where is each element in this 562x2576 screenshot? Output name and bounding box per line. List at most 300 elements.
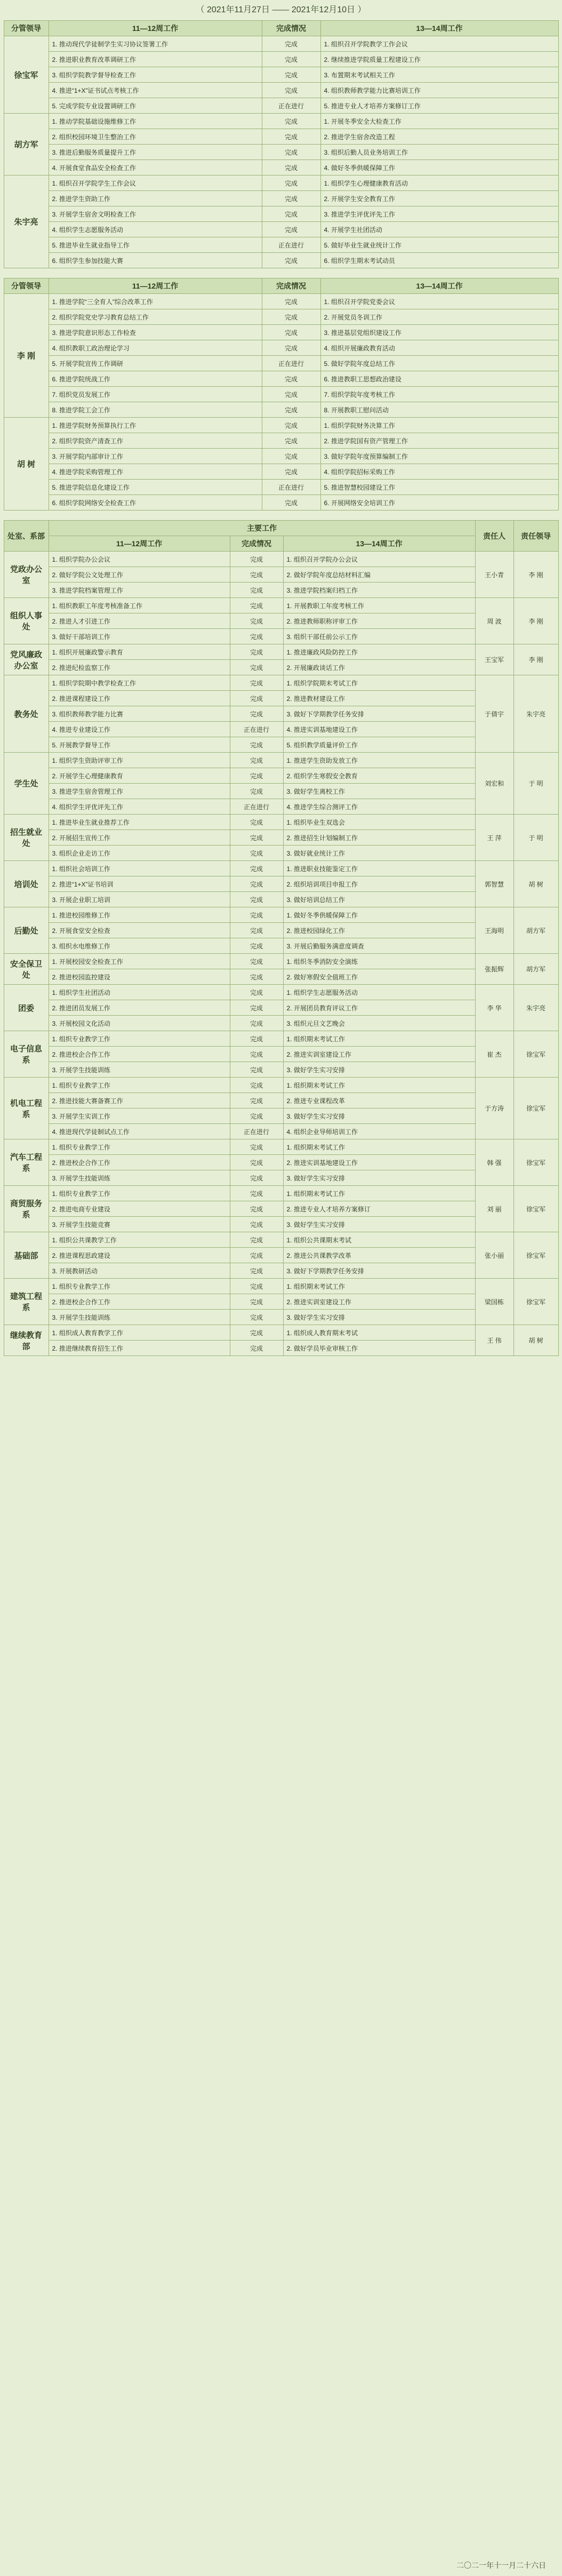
current-work-item: 1. 开展校园安全检查工作 (49, 954, 230, 969)
current-work-item: 5. 开展教学督导工作 (49, 737, 230, 753)
status-cell: 正在进行 (262, 356, 320, 371)
header-department: 处室、系部 (4, 521, 49, 552)
next-work-item: 2. 推进专业人才培养方案修订 (283, 1201, 475, 1217)
status-cell: 完成 (230, 1000, 283, 1016)
header-leader: 分管领导 (4, 21, 49, 36)
status-cell: 完成 (262, 129, 320, 145)
current-work-item: 4. 推进“1+X”证书试点考核工作 (49, 83, 262, 98)
table-row (4, 371, 558, 387)
leader-table-header (4, 21, 558, 36)
table-row (4, 815, 558, 830)
status-cell: 完成 (230, 613, 283, 629)
responsible-person: 于方涛 (475, 1078, 513, 1139)
table-row (4, 1139, 558, 1155)
next-work-item: 7. 组织学院年度考核工作 (320, 387, 558, 402)
status-cell: 完成 (230, 552, 283, 567)
table-row (4, 253, 558, 268)
header-current-work: 11—12周工作 (49, 278, 262, 294)
status-cell: 完成 (230, 583, 283, 598)
table-row (4, 402, 558, 418)
department-name: 基础部 (4, 1232, 49, 1279)
table-row (4, 954, 558, 969)
status-cell: 完成 (230, 1341, 283, 1356)
current-work-item: 1. 组织开展廉政警示教育 (49, 644, 230, 660)
next-work-item: 1. 开展教职工年度考核工作 (283, 598, 475, 613)
current-work-item: 2. 开展招生宣传工作 (49, 830, 230, 846)
current-work-item: 3. 开展企业职工培训 (49, 892, 230, 907)
responsible-person: 王小青 (475, 552, 513, 598)
current-work-item: 2. 开展食堂安全检查 (49, 923, 230, 938)
table-row (4, 907, 558, 923)
table-row (4, 1031, 558, 1047)
status-cell: 完成 (230, 876, 283, 892)
current-work-item: 1. 组织专业教学工作 (49, 1078, 230, 1093)
current-work-item: 2. 推进校企合作工作 (49, 1047, 230, 1062)
table-row (4, 1325, 558, 1341)
header-current-work: 11—12周工作 (49, 536, 230, 552)
status-cell: 完成 (230, 598, 283, 613)
status-cell: 完成 (230, 815, 283, 830)
status-cell: 完成 (230, 830, 283, 846)
current-work-item: 7. 组织党员发展工作 (49, 387, 262, 402)
status-cell: 完成 (262, 402, 320, 418)
status-cell: 完成 (230, 1232, 283, 1248)
current-work-item: 2. 推进人才引进工作 (49, 613, 230, 629)
current-work-item: 2. 推进职业教育改革调研工作 (49, 52, 262, 67)
status-cell: 完成 (230, 706, 283, 722)
header-status: 完成情况 (262, 278, 320, 294)
next-work-item: 2. 推进教材建设工作 (283, 691, 475, 706)
next-work-item: 1. 组织公共课期末考试 (283, 1232, 475, 1248)
department-name: 组织人事处 (4, 598, 49, 644)
status-cell: 完成 (262, 222, 320, 237)
responsible-person: 崔 杰 (475, 1031, 513, 1078)
report-footer-date: 二〇二一年十一月二十六日 (456, 2561, 546, 2570)
current-work-item: 4. 开展食堂食品安全检查工作 (49, 160, 262, 176)
status-cell: 完成 (262, 160, 320, 176)
current-work-item: 4. 组织学生评优评先工作 (49, 799, 230, 815)
current-work-item: 2. 推进校园监控建设 (49, 969, 230, 985)
responsible-person: 王海明 (475, 907, 513, 954)
current-work-item: 1. 组织专业教学工作 (49, 1186, 230, 1201)
status-cell: 完成 (262, 495, 320, 511)
department-name: 机电工程系 (4, 1078, 49, 1139)
next-work-item: 2. 推进招生计划编制工作 (283, 830, 475, 846)
table-row (4, 145, 558, 160)
next-work-item: 1. 做好冬季供暖保障工作 (283, 907, 475, 923)
table-row (4, 340, 558, 356)
status-cell: 完成 (262, 36, 320, 52)
responsible-person: 周 波 (475, 598, 513, 644)
current-work-item: 2. 推进“1+X”证书培训 (49, 876, 230, 892)
next-work-item: 1. 组织期末考试工作 (283, 1279, 475, 1294)
status-cell: 完成 (262, 145, 320, 160)
status-cell: 完成 (230, 1310, 283, 1325)
department-name: 汽车工程系 (4, 1139, 49, 1186)
next-work-item: 6. 推进教职工思想政治建设 (320, 371, 558, 387)
next-work-item: 3. 做好学生实习安排 (283, 1062, 475, 1078)
department-name: 建筑工程系 (4, 1279, 49, 1325)
responsible-person: 郭智慧 (475, 861, 513, 907)
current-work-item: 1. 推进毕业生就业推荐工作 (49, 815, 230, 830)
status-cell: 完成 (230, 1294, 283, 1310)
table-row (4, 598, 558, 613)
table-row (4, 294, 558, 309)
department-name: 党风廉政办公室 (4, 644, 49, 675)
responsible-leader: 朱宇亮 (513, 675, 558, 753)
next-work-item: 3. 做好学院年度预算编制工作 (320, 449, 558, 464)
responsible-person: 韩 强 (475, 1139, 513, 1186)
status-cell: 完成 (230, 1263, 283, 1279)
current-work-item: 5. 推进学院信息化建设工作 (49, 480, 262, 495)
next-work-item: 1. 组织毕业生双选会 (283, 815, 475, 830)
current-work-item: 6. 推进学院统战工作 (49, 371, 262, 387)
status-cell: 完成 (230, 1248, 283, 1263)
current-work-item: 1. 推进学院“三全育人”综合改革工作 (49, 294, 262, 309)
table-row (4, 495, 558, 511)
next-work-item: 1. 推进职业技能鉴定工作 (283, 861, 475, 876)
current-work-item: 2. 组织校园环境卫生整治工作 (49, 129, 262, 145)
next-work-item: 2. 推进学生宿舍改造工程 (320, 129, 558, 145)
responsible-leader: 徐宝军 (513, 1139, 558, 1186)
next-work-item: 5. 推进智慧校园建设工作 (320, 480, 558, 495)
current-work-item: 1. 推动现代学徒制学生实习协议签署工作 (49, 36, 262, 52)
current-work-item: 1. 组织公共课教学工作 (49, 1232, 230, 1248)
next-work-item: 2. 继续推进学院质量工程建设工作 (320, 52, 558, 67)
next-work-item: 4. 组织企业导师培训工作 (283, 1124, 475, 1139)
status-cell: 完成 (230, 861, 283, 876)
status-cell: 完成 (230, 1031, 283, 1047)
status-cell: 完成 (262, 191, 320, 206)
current-work-item: 1. 推进学院财务预算执行工作 (49, 418, 262, 433)
next-work-item: 1. 组织召开学院办公会议 (283, 552, 475, 567)
current-work-item: 8. 推进学院工会工作 (49, 402, 262, 418)
current-work-item: 3. 做好干部培训工作 (49, 629, 230, 644)
status-cell: 完成 (262, 418, 320, 433)
next-work-item: 6. 组织学生期末考试动员 (320, 253, 558, 268)
table-row (4, 861, 558, 876)
next-work-item: 1. 组织期末考试工作 (283, 1139, 475, 1155)
next-work-item: 1. 组织期末考试工作 (283, 1186, 475, 1201)
status-cell: 完成 (230, 1217, 283, 1232)
table-row (4, 191, 558, 206)
status-cell: 完成 (230, 969, 283, 985)
header-status: 完成情况 (262, 21, 320, 36)
status-cell: 完成 (230, 629, 283, 644)
current-work-item: 2. 推进电商专业建设 (49, 1201, 230, 1217)
current-work-item: 3. 开展学院内部审计工作 (49, 449, 262, 464)
current-work-item: 4. 推进现代学徒制试点工作 (49, 1124, 230, 1139)
leader-name: 胡方军 (4, 114, 49, 176)
status-cell: 完成 (230, 753, 283, 768)
current-work-item: 5. 推进毕业生就业指导工作 (49, 237, 262, 253)
current-work-item: 4. 组织学生志愿服务活动 (49, 222, 262, 237)
department-table-header (4, 521, 558, 536)
current-work-item: 1. 组织学生社团活动 (49, 985, 230, 1000)
table-row (4, 114, 558, 129)
next-work-item: 1. 组织召开学院教学工作会议 (320, 36, 558, 52)
current-work-item: 4. 推进学院采购管理工作 (49, 464, 262, 480)
header-leader: 分管领导 (4, 278, 49, 294)
status-cell: 完成 (262, 340, 320, 356)
current-work-item: 2. 推进团员发展工作 (49, 1000, 230, 1016)
next-work-item: 2. 推进实训室建设工作 (283, 1294, 475, 1310)
next-work-item: 3. 推进学院档案归档工作 (283, 583, 475, 598)
next-work-item: 1. 开展冬季安全大检查工作 (320, 114, 558, 129)
next-work-item: 4. 组织开展廉政教育活动 (320, 340, 558, 356)
department-name: 教务处 (4, 675, 49, 753)
status-cell: 完成 (230, 1078, 283, 1093)
leader-name: 胡 树 (4, 418, 49, 511)
table-row (4, 480, 558, 495)
responsible-person: 张小丽 (475, 1232, 513, 1279)
header-next-work: 13—14周工作 (320, 21, 558, 36)
responsible-person: 李 华 (475, 985, 513, 1031)
table-row (4, 1078, 558, 1093)
current-work-item: 3. 组织教师教学能力比赛 (49, 706, 230, 722)
responsible-person: 刘 丽 (475, 1186, 513, 1232)
current-work-item: 4. 推进专业建设工作 (49, 722, 230, 737)
responsible-leader: 李 刚 (513, 644, 558, 675)
table-row (4, 985, 558, 1000)
next-work-item: 6. 开展网络安全培训工作 (320, 495, 558, 511)
status-cell: 完成 (262, 52, 320, 67)
responsible-leader: 李 刚 (513, 598, 558, 644)
current-work-item: 3. 组织水电维修工作 (49, 938, 230, 954)
status-cell: 完成 (262, 114, 320, 129)
leader-name: 李 刚 (4, 294, 49, 418)
next-work-item: 2. 推进学院国有资产管理工作 (320, 433, 558, 449)
next-work-item: 1. 推进学生资助发放工作 (283, 753, 475, 768)
current-work-item: 3. 组织学院教学督导检查工作 (49, 67, 262, 83)
responsible-person: 刘宏和 (475, 753, 513, 815)
status-cell: 完成 (262, 253, 320, 268)
responsible-leader: 胡 树 (513, 861, 558, 907)
current-work-item: 2. 开展学生心理健康教育 (49, 768, 230, 784)
current-work-item: 6. 组织学生参加技能大赛 (49, 253, 262, 268)
next-work-item: 2. 开展廉政谈话工作 (283, 660, 475, 675)
status-cell: 正在进行 (230, 799, 283, 815)
header-current-work: 11—12周工作 (49, 21, 262, 36)
current-work-item: 3. 组织企业走访工作 (49, 846, 230, 861)
status-cell: 完成 (230, 1062, 283, 1078)
current-work-item: 2. 推进继续教育招生工作 (49, 1341, 230, 1356)
table-row (4, 552, 558, 567)
next-work-item: 3. 做好学生实习安排 (283, 1108, 475, 1124)
leader-work-table-2 (4, 278, 559, 511)
current-work-item: 1. 组织专业教学工作 (49, 1031, 230, 1047)
status-cell: 完成 (230, 768, 283, 784)
status-cell: 完成 (230, 784, 283, 799)
status-cell: 完成 (230, 1108, 283, 1124)
current-work-item: 2. 推进校企合作工作 (49, 1155, 230, 1170)
next-work-item: 1. 组织期末考试工作 (283, 1078, 475, 1093)
current-work-item: 3. 开展学生技能训练 (49, 1062, 230, 1078)
next-work-item: 1. 组织召开学院党委会议 (320, 294, 558, 309)
next-work-item: 2. 推进教师职称评审工作 (283, 613, 475, 629)
status-cell: 完成 (230, 1170, 283, 1186)
next-work-item: 3. 组织干部任前公示工作 (283, 629, 475, 644)
current-work-item: 2. 推进课程建设工作 (49, 691, 230, 706)
responsible-leader: 徐宝军 (513, 1186, 558, 1232)
header-leader: 责任领导 (513, 521, 558, 552)
table-row (4, 644, 558, 660)
next-work-item: 2. 开展党员冬训工作 (320, 309, 558, 325)
next-work-item: 1. 组织学生志愿服务活动 (283, 985, 475, 1000)
current-work-item: 5. 开展学院宣传工作调研 (49, 356, 262, 371)
status-cell: 完成 (230, 1325, 283, 1341)
table-row (4, 1232, 558, 1248)
current-work-item: 1. 组织召开学院学生工作会议 (49, 176, 262, 191)
current-work-item: 5. 完成学院专业设置调研工作 (49, 98, 262, 114)
status-cell: 完成 (262, 206, 320, 222)
status-cell: 完成 (262, 433, 320, 449)
responsible-person: 于倩宇 (475, 675, 513, 753)
department-name: 电子信息系 (4, 1031, 49, 1078)
next-work-item: 5. 推进专业人才培养方案修订工作 (320, 98, 558, 114)
next-work-item: 4. 做好冬季供暖保障工作 (320, 160, 558, 176)
current-work-item: 2. 推进纪检监察工作 (49, 660, 230, 675)
status-cell: 完成 (230, 1279, 283, 1294)
current-work-item: 3. 开展学生技能训练 (49, 1170, 230, 1186)
header-next-work: 13—14周工作 (320, 278, 558, 294)
status-cell: 完成 (262, 449, 320, 464)
next-work-item: 3. 做好下学期教学任务安排 (283, 1263, 475, 1279)
next-work-item: 3. 布置期末考试相关工作 (320, 67, 558, 83)
department-name: 安全保卫处 (4, 954, 49, 985)
current-work-item: 2. 组织学院党史学习教育总结工作 (49, 309, 262, 325)
next-work-item: 2. 做好学院年度总结材料汇编 (283, 567, 475, 583)
leader-name: 徐宝军 (4, 36, 49, 114)
next-work-item: 3. 做好学生离校工作 (283, 784, 475, 799)
table-row (4, 1186, 558, 1201)
next-work-item: 1. 组织期末考试工作 (283, 1031, 475, 1047)
leader-work-table (4, 20, 559, 268)
current-work-item: 1. 组织学院办公会议 (49, 552, 230, 567)
next-work-item: 3. 推进基层党组织建设工作 (320, 325, 558, 340)
next-work-item: 3. 组织元旦文艺晚会 (283, 1016, 475, 1031)
status-cell: 正在进行 (230, 1124, 283, 1139)
responsible-leader: 胡方军 (513, 907, 558, 954)
status-cell: 正在进行 (262, 237, 320, 253)
current-work-item: 3. 开展学生实训工作 (49, 1108, 230, 1124)
status-cell: 正在进行 (262, 480, 320, 495)
status-cell: 完成 (230, 907, 283, 923)
header-status: 完成情况 (230, 536, 283, 552)
report-date-range: （ 2021年11月27日 —— 2021年12月10日 ） (196, 5, 366, 14)
current-work-item: 1. 组织学生资助评审工作 (49, 753, 230, 768)
next-work-item: 2. 推进公共课教学改革 (283, 1248, 475, 1263)
table-row (4, 129, 558, 145)
current-work-item: 1. 组织社会培训工作 (49, 861, 230, 876)
next-work-item: 1. 组织成人教育期末考试 (283, 1325, 475, 1341)
department-name: 后勤处 (4, 907, 49, 954)
responsible-person: 张振辉 (475, 954, 513, 985)
next-work-item: 3. 做好学生实习安排 (283, 1170, 475, 1186)
department-name: 党政办公室 (4, 552, 49, 598)
next-work-item: 3. 做好学生实习安排 (283, 1217, 475, 1232)
status-cell: 完成 (230, 1186, 283, 1201)
leader-table-2-header (4, 278, 558, 294)
next-work-item: 2. 做好寒假安全值班工作 (283, 969, 475, 985)
status-cell: 完成 (230, 660, 283, 675)
next-work-item: 8. 开展教职工慰问活动 (320, 402, 558, 418)
table-row (4, 675, 558, 691)
next-work-item: 2. 开展团员教育评议工作 (283, 1000, 475, 1016)
next-work-item: 5. 做好学院年度总结工作 (320, 356, 558, 371)
status-cell: 完成 (262, 371, 320, 387)
department-name: 招生就业处 (4, 815, 49, 861)
next-work-item: 2. 推进实训室建设工作 (283, 1047, 475, 1062)
header-next-work: 13—14周工作 (283, 536, 475, 552)
status-cell: 完成 (262, 176, 320, 191)
status-cell: 正在进行 (230, 722, 283, 737)
current-work-item: 1. 组织专业教学工作 (49, 1139, 230, 1155)
table-row (4, 1279, 558, 1294)
department-work-table (4, 520, 559, 1356)
current-work-item: 2. 做好学院公文处理工作 (49, 567, 230, 583)
next-work-item: 3. 开展后勤服务满意度调查 (283, 938, 475, 954)
status-cell: 完成 (230, 675, 283, 691)
responsible-leader: 朱宇亮 (513, 985, 558, 1031)
responsible-leader: 于 明 (513, 753, 558, 815)
current-work-item: 2. 推进课程思政建设 (49, 1248, 230, 1263)
next-work-item: 4. 组织学院招标采购工作 (320, 464, 558, 480)
status-cell: 完成 (230, 691, 283, 706)
table-row (4, 52, 558, 67)
status-cell: 完成 (230, 1201, 283, 1217)
status-cell: 完成 (230, 938, 283, 954)
current-work-item: 3. 推进学院意识形态工作检查 (49, 325, 262, 340)
current-work-item: 1. 组织学院期中教学检查工作 (49, 675, 230, 691)
current-work-item: 3. 推进后勤服务质量提升工作 (49, 145, 262, 160)
status-cell: 完成 (230, 644, 283, 660)
status-cell: 完成 (230, 846, 283, 861)
next-work-item: 5. 组织教学质量评价工作 (283, 737, 475, 753)
table-row (4, 98, 558, 114)
current-work-item: 3. 推进学生宿舍管理工作 (49, 784, 230, 799)
header-main-work: 主要工作 (49, 521, 475, 536)
responsible-leader: 徐宝军 (513, 1078, 558, 1139)
table-row (4, 449, 558, 464)
leader-name: 朱宇亮 (4, 176, 49, 268)
status-cell: 完成 (230, 567, 283, 583)
next-work-item: 2. 开展学生安全教育工作 (320, 191, 558, 206)
status-cell: 完成 (262, 325, 320, 340)
current-work-item: 3. 开展学生技能竞赛 (49, 1217, 230, 1232)
responsible-leader: 徐宝军 (513, 1232, 558, 1279)
next-work-item: 1. 组织学院财务决算工作 (320, 418, 558, 433)
table-row (4, 753, 558, 768)
current-work-item: 2. 组织学院资产清查工作 (49, 433, 262, 449)
table-row (4, 67, 558, 83)
status-cell: 完成 (262, 309, 320, 325)
current-work-item: 2. 推进技能大赛备赛工作 (49, 1093, 230, 1108)
next-work-item: 3. 组织后勤人员业务培训工作 (320, 145, 558, 160)
next-work-item: 2. 做好学员毕业审核工作 (283, 1341, 475, 1356)
table-row (4, 83, 558, 98)
table-row (4, 325, 558, 340)
current-work-item: 3. 开展学生技能训练 (49, 1310, 230, 1325)
next-work-item: 1. 组织学院期末考试工作 (283, 675, 475, 691)
responsible-person: 梁国栋 (475, 1279, 513, 1325)
responsible-leader: 李 刚 (513, 552, 558, 598)
responsible-person: 王宝军 (475, 644, 513, 675)
status-cell: 完成 (262, 294, 320, 309)
current-work-item: 1. 推动学院基础设施维修工作 (49, 114, 262, 129)
next-work-item: 1. 推进廉政风险防控工作 (283, 644, 475, 660)
next-work-item: 4. 推进实训基地建设工作 (283, 722, 475, 737)
